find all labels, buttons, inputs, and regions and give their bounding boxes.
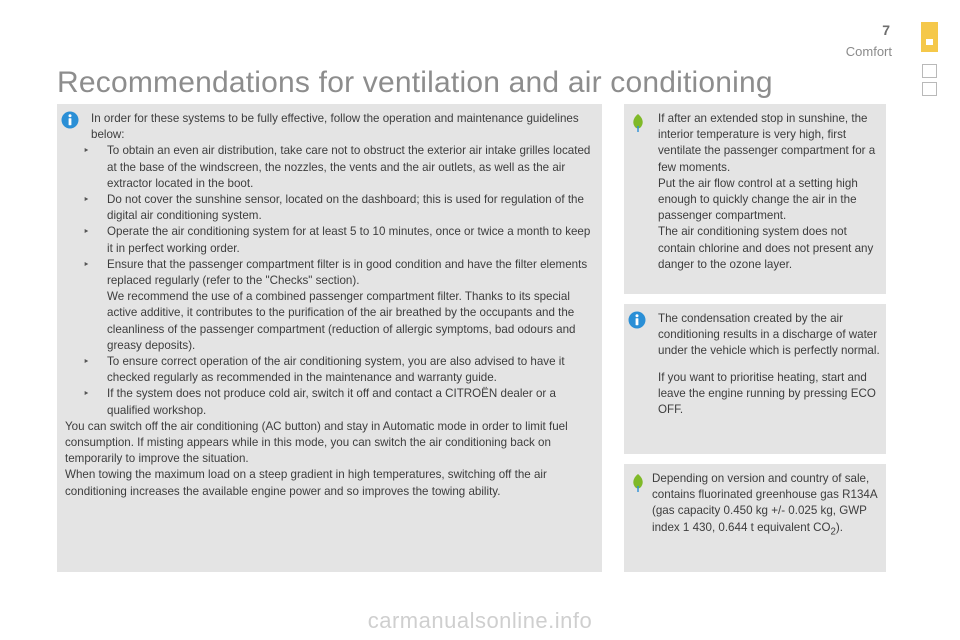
ozone-text: The air conditioning system does not contain chlorine and does not present any danger to the ozone layer.	[658, 225, 874, 271]
list-item	[83, 143, 594, 192]
list-item-text: To ensure correct operation of the air conditioning system, you are also advised to have it checked regularly as recommended in the maintenance and warranty guide.	[107, 355, 565, 385]
bullet-icon: ‣	[83, 258, 90, 271]
refrigerant-panel	[624, 464, 886, 572]
chapter-tab-active	[921, 22, 938, 52]
page-title: Recommendations for ventilation and air conditioning	[57, 66, 773, 99]
watermark: carmanualsonline.info	[367, 608, 593, 633]
co2-subscript: 2	[830, 525, 836, 537]
list-item	[83, 354, 594, 386]
chapter-tab	[922, 82, 937, 96]
guidelines-list	[83, 143, 594, 418]
refrigerant-text	[652, 471, 880, 540]
bullet-icon: ‣	[83, 388, 90, 401]
refrigerant-end: ).	[835, 520, 844, 534]
list-item	[83, 386, 594, 418]
bullet-icon: ‣	[83, 194, 90, 207]
sunshine-tip-text: If after an extended stop in sunshine, the interior temperature is very high, first ventilate the passenger compartment for a few moments.	[658, 112, 876, 174]
list-item	[83, 192, 594, 224]
towing-text: When towing the maximum load on a steep gradient in high temperatures, switching off the air conditioning increases the available engine power and so improves the towing ability.	[65, 468, 547, 498]
condensation-info-panel	[624, 304, 886, 454]
list-item-text: If the system does not produce cold air, switch it off and contact a CITROËN dealer or a qualified workshop.	[107, 387, 556, 417]
chapter-tab	[922, 64, 937, 78]
list-item	[83, 257, 594, 354]
list-item	[83, 224, 594, 256]
info-icon	[61, 111, 79, 129]
list-item-text: To obtain an even air distribution, take care not to obstruct the exterior air intake grilles located at the base of the windscreen, the nozzles, the vents and the air outlets, as well as the air extractor located in the boot.	[107, 144, 591, 190]
intro-text: In order for these systems to be fully effective, follow the operation and maintenance guidelines below:	[91, 112, 579, 142]
list-item-text: Ensure that the passenger compartment filter is in good condition and have the filter elements replaced regularly (refer to the "Checks" section).	[107, 257, 588, 288]
leaf-icon	[631, 113, 645, 133]
condensation-text: The condensation created by the air conditioning results in a discharge of water under the vehicle which is perfectly normal.	[658, 312, 880, 358]
page-number: 7	[882, 22, 890, 38]
list-item-text: Do not cover the sunshine sensor, located on the dashboard; this is used for regulation of the digital air conditioning system.	[107, 193, 584, 223]
heating-tip-text: If you want to prioritise heating, start and leave the engine running by pressing ECO OFF.	[658, 370, 876, 417]
section-name: Comfort	[845, 44, 892, 59]
refrigerant-body: Depending on version and country of sale, contains fluorinated greenhouse gas R134A (gas capacity 0.450 kg +/- 0.025 kg, GWP index 1 430, 0.644 t equivalent CO	[652, 472, 877, 534]
main-recommendations-panel	[57, 104, 602, 572]
leaf-icon	[631, 473, 645, 493]
list-item-text: Operate the air conditioning system for at least 5 to 10 minutes, once or twice a month to keep it in perfect working order.	[107, 225, 591, 255]
air-flow-text: Put the air flow control at a setting high enough to quickly change the air in the passenger compartment.	[658, 176, 858, 223]
ac-switch-off-text: You can switch off the air conditioning (AC button) and stay in Automatic mode in order to limit fuel consumption. If misting appears while in this mode, you can switch the air conditioning back on temporarily to improve the situation.	[65, 419, 568, 466]
sunshine-tip-panel	[624, 104, 886, 294]
filter-note: We recommend the use of a combined passenger compartment filter. Thanks to its special active additive, it contributes to the purification of the air breathed by the occupants and the cleanliness of the passenger compartment (reduction of allergic symptoms, bad odours and greasy deposits).	[107, 290, 576, 352]
bullet-icon: ‣	[83, 356, 90, 369]
tab-marker	[926, 39, 933, 45]
bullet-icon: ‣	[83, 226, 90, 239]
bullet-icon: ‣	[83, 145, 90, 158]
info-icon	[628, 311, 646, 329]
